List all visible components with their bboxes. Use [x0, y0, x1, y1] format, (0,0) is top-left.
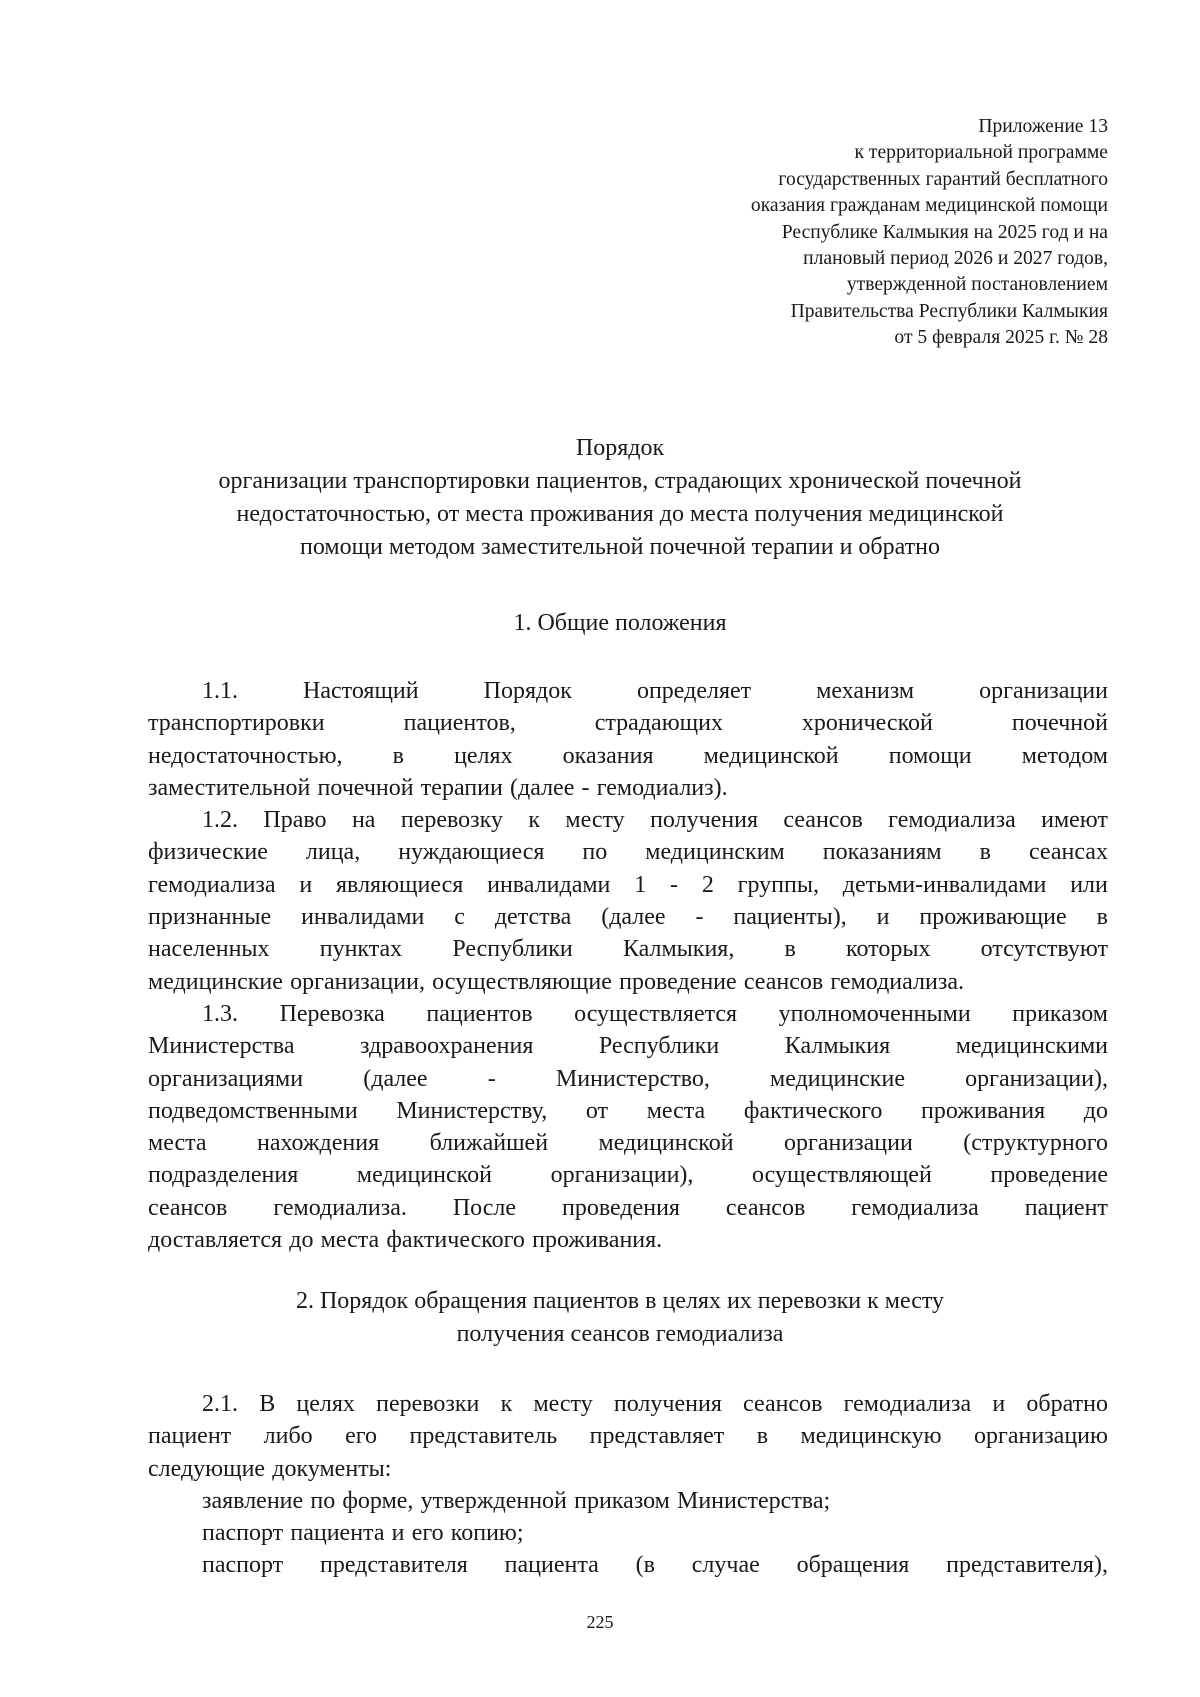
- word: осуществляющие: [432, 968, 612, 995]
- text-line: [148, 1192, 1108, 1224]
- word: физические: [148, 839, 268, 866]
- text-line: [148, 675, 1108, 707]
- word: медицинские: [148, 968, 283, 995]
- word: детства: [494, 904, 572, 931]
- word: 1: [634, 871, 647, 898]
- word: механизм: [816, 678, 915, 704]
- word: медицинской: [356, 1162, 492, 1189]
- word: отсутствуют: [980, 936, 1108, 963]
- text-line: [148, 1453, 1108, 1485]
- word: медицинскую: [800, 1423, 942, 1450]
- word: -: [487, 1065, 496, 1092]
- word: (далее: [601, 904, 666, 931]
- page-number: 225: [586, 1612, 614, 1632]
- word: проведение: [619, 968, 737, 995]
- word: показаниям: [822, 839, 942, 866]
- appendix-line: плановый период 2026 и 2027 годов,: [803, 248, 1108, 270]
- word: медицинским: [645, 839, 785, 866]
- section-2-body: [148, 1388, 1108, 1582]
- word: целях: [296, 1391, 355, 1417]
- document-title: [140, 432, 1100, 564]
- text-line: [148, 1095, 1108, 1127]
- word: пациенты),: [733, 904, 847, 931]
- word: заместительной: [148, 774, 311, 801]
- word: гемодиализа: [888, 807, 1016, 834]
- word: -: [670, 871, 678, 898]
- word: места: [646, 1097, 706, 1124]
- word: и: [391, 1520, 405, 1547]
- word: (в: [635, 1552, 655, 1579]
- appendix-line: государственных гарантий бесплатного: [778, 168, 1108, 190]
- word: в: [784, 936, 796, 963]
- appendix-line: от 5 февраля 2025 г. № 28: [894, 327, 1108, 349]
- text-line: [148, 1159, 1108, 1191]
- word: транспортировки: [148, 710, 325, 737]
- word: (структурного: [963, 1130, 1108, 1157]
- word: организации),: [550, 1162, 694, 1189]
- word: в: [979, 839, 991, 866]
- word: и: [299, 871, 313, 898]
- word: обратно: [1026, 1391, 1108, 1417]
- word: осуществляется: [574, 1000, 738, 1027]
- text-line: [148, 772, 1108, 804]
- word: проживания.: [532, 1227, 663, 1254]
- word: от: [585, 1097, 609, 1124]
- word: с: [454, 904, 465, 931]
- word: методом: [1021, 742, 1108, 769]
- word: страдающих: [594, 710, 723, 737]
- word: признанные: [148, 904, 272, 931]
- heading-line: 2. Порядок обращения пациентов в целях их перевозки к месту: [295, 1288, 945, 1314]
- word: Министерства: [148, 1033, 295, 1060]
- word: проведение: [990, 1162, 1108, 1189]
- word: его: [345, 1423, 378, 1450]
- word: документы:: [272, 1455, 392, 1482]
- word: фактического: [743, 1097, 883, 1124]
- word: до: [1083, 1097, 1108, 1124]
- word: к: [528, 807, 541, 834]
- word: пациента: [504, 1552, 599, 1579]
- word: проведения: [562, 1194, 680, 1221]
- word: Министерство,: [555, 1065, 710, 1092]
- title-line: помощи методом заместительной почечной терапии и обратно: [300, 534, 940, 560]
- word: которых: [846, 936, 931, 963]
- word: фактического: [386, 1227, 525, 1254]
- text-line: [148, 740, 1108, 772]
- word: или: [1070, 871, 1108, 898]
- word: группы,: [737, 871, 819, 898]
- text-line: [148, 836, 1108, 868]
- word: получения: [650, 807, 759, 834]
- word: его: [411, 1520, 444, 1547]
- text-line: [148, 1388, 1108, 1420]
- text-line: [148, 1420, 1108, 1452]
- word: лица,: [305, 839, 361, 866]
- appendix-line: утвержденной постановлением: [846, 274, 1108, 296]
- text-line: [148, 1549, 1108, 1581]
- word: Порядок: [483, 678, 572, 704]
- word: медицинской: [703, 742, 839, 769]
- text-line: [148, 901, 1108, 933]
- word: месту: [533, 1391, 593, 1417]
- word: проживания: [921, 1097, 1046, 1124]
- word: определяет: [636, 678, 752, 704]
- word: сеансов: [743, 968, 824, 995]
- word: медицинскими: [955, 1033, 1108, 1060]
- word: гемодиализ).: [596, 774, 728, 801]
- word: После: [452, 1194, 517, 1221]
- word: ближайшей: [429, 1130, 549, 1157]
- word: 2.1.: [202, 1391, 238, 1417]
- word: гемодиализа.: [830, 968, 964, 995]
- word: сеансах: [1028, 839, 1108, 866]
- word: хронической: [801, 710, 933, 737]
- word: В: [259, 1391, 276, 1417]
- word: сеансов: [743, 1391, 823, 1417]
- text-line: [148, 1030, 1108, 1062]
- title-line: организации транспортировки пациентов, страдающих хронической почечной: [218, 468, 1022, 494]
- word: нуждающиеся: [398, 839, 545, 866]
- word: гемодиализа: [851, 1194, 979, 1221]
- word: пациентов,: [403, 710, 516, 737]
- word: инвалидами: [301, 904, 425, 931]
- word: детьми-инвалидами: [842, 871, 1047, 898]
- word: 1.1.: [202, 678, 238, 704]
- word: (далее: [363, 1065, 428, 1092]
- word: паспорт: [202, 1520, 284, 1547]
- word: заявление: [202, 1487, 304, 1514]
- word: Калмыкия: [784, 1033, 891, 1060]
- word: проживающие: [919, 904, 1067, 931]
- title-line: Порядок: [575, 435, 665, 461]
- word: Калмыкия,: [622, 936, 735, 963]
- word: обращения: [796, 1552, 910, 1579]
- word: 1.3.: [202, 1000, 238, 1027]
- word: следующие: [148, 1455, 266, 1482]
- word: Министерства;: [677, 1487, 831, 1514]
- word: в: [756, 1423, 769, 1450]
- word: и: [992, 1391, 1006, 1417]
- section-2-heading: [140, 1285, 1100, 1351]
- word: по: [310, 1487, 336, 1514]
- word: сеансов: [148, 1194, 228, 1221]
- word: (далее: [510, 774, 575, 801]
- word: приказом: [1012, 1000, 1108, 1027]
- word: медицинской: [598, 1130, 734, 1157]
- word: Перевозка: [279, 1000, 385, 1027]
- word: организации: [783, 1130, 913, 1157]
- word: инвалидами: [487, 871, 611, 898]
- word: Республики: [598, 1033, 720, 1060]
- word: представителя: [320, 1552, 468, 1579]
- word: пациентов: [426, 1000, 533, 1027]
- word: места: [320, 1227, 380, 1254]
- word: почечной: [1011, 710, 1108, 737]
- word: являющиеся: [336, 871, 464, 898]
- word: -: [695, 904, 704, 931]
- word: на: [351, 807, 376, 834]
- word: организации,: [290, 968, 425, 995]
- word: представителя),: [946, 1552, 1108, 1579]
- word: и: [876, 904, 890, 931]
- word: подведомственными: [148, 1097, 358, 1124]
- word: Настоящий: [303, 678, 419, 704]
- word: оказания: [562, 742, 654, 769]
- text-line: [148, 998, 1108, 1030]
- word: нахождения: [256, 1130, 380, 1157]
- word: организациями: [148, 1065, 304, 1092]
- word: гемодиализа: [843, 1391, 972, 1417]
- word: перевозку: [400, 807, 503, 834]
- word: 1.2.: [202, 807, 238, 834]
- heading-line: 1. Общие положения: [513, 610, 727, 636]
- word: целях: [454, 742, 513, 769]
- word: организацию: [974, 1423, 1108, 1450]
- word: гемодиализа: [148, 871, 276, 898]
- word: Республики: [452, 936, 573, 963]
- word: подразделения: [148, 1162, 299, 1189]
- appendix-header: [548, 114, 1108, 352]
- appendix-line: Республике Калмыкия на 2025 год и на: [781, 221, 1108, 243]
- text-line: [148, 966, 1108, 998]
- word: Министерству,: [396, 1097, 548, 1124]
- word: уполномоченными: [778, 1000, 971, 1027]
- word: терапии: [420, 774, 503, 801]
- word: представляет: [589, 1423, 725, 1450]
- word: организации),: [965, 1065, 1108, 1092]
- word: до: [289, 1227, 314, 1254]
- word: 2: [701, 871, 714, 898]
- word: недостаточностью,: [148, 742, 343, 769]
- title-line: недостаточностью, от места проживания до места получения медицинской: [236, 501, 1004, 527]
- word: перевозки: [376, 1391, 480, 1417]
- word: к: [500, 1391, 513, 1417]
- appendix-line: Приложение 13: [978, 116, 1108, 137]
- word: здравоохранения: [360, 1033, 534, 1060]
- word: паспорт: [202, 1552, 284, 1579]
- appendix-line: оказания гражданам медицинской помощи: [750, 195, 1108, 217]
- section-1-heading: [140, 607, 1100, 640]
- word: медицинские: [770, 1065, 905, 1092]
- text-line: [148, 1127, 1108, 1159]
- word: случае: [691, 1552, 760, 1579]
- word: места: [148, 1130, 207, 1157]
- word: сеансов: [725, 1194, 806, 1221]
- word: осуществляющей: [752, 1162, 932, 1189]
- word: населенных: [148, 936, 270, 963]
- word: форме,: [342, 1487, 414, 1514]
- text-line: [148, 869, 1108, 901]
- word: либо: [263, 1423, 313, 1450]
- word: почечной: [317, 774, 414, 801]
- word: копию;: [450, 1520, 524, 1547]
- word: пунктах: [319, 936, 403, 963]
- word: в: [1096, 904, 1108, 931]
- text-line: [148, 933, 1108, 965]
- text-line: [148, 1063, 1108, 1095]
- word: в: [392, 742, 404, 769]
- word: представитель: [409, 1423, 558, 1450]
- word: сеансов: [783, 807, 863, 834]
- word: пациента: [290, 1520, 385, 1547]
- section-1-body: [148, 675, 1108, 1256]
- word: гемодиализа.: [273, 1194, 407, 1221]
- word: приказом: [574, 1487, 670, 1514]
- word: имеют: [1041, 807, 1108, 834]
- word: -: [581, 774, 590, 801]
- word: получения: [613, 1391, 722, 1417]
- word: организации: [979, 678, 1108, 704]
- word: помощи: [888, 742, 972, 769]
- text-line: [148, 707, 1108, 739]
- text-line: [148, 1485, 1108, 1517]
- word: утвержденной: [420, 1487, 567, 1514]
- appendix-line: Правительства Республики Калмыкия: [790, 300, 1108, 322]
- word: пациент: [148, 1423, 232, 1450]
- word: доставляется: [148, 1227, 283, 1254]
- word: пациент: [1024, 1194, 1108, 1221]
- heading-line: получения сеансов гемодиализа: [456, 1321, 784, 1347]
- text-line: [148, 1517, 1108, 1549]
- word: Право: [263, 807, 327, 834]
- word: по: [582, 839, 608, 866]
- text-line: [148, 804, 1108, 836]
- appendix-line: к территориальной программе: [854, 142, 1108, 164]
- text-line: [148, 1224, 1108, 1256]
- word: месту: [565, 807, 625, 834]
